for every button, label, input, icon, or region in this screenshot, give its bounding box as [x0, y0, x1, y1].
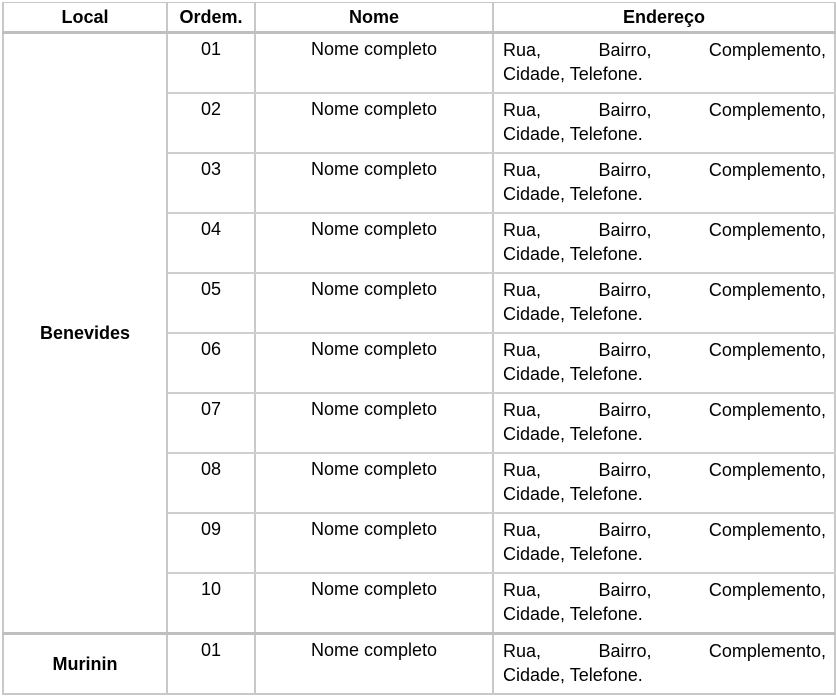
endereco-word: Complemento,: [708, 160, 826, 180]
nome-value: Nome completo: [310, 279, 438, 299]
endereco-value: [494, 214, 834, 266]
ordem-cell: [167, 333, 255, 393]
ordem-value: 06: [200, 339, 222, 359]
endereco-line1: [503, 98, 826, 122]
ordem-value: 10: [200, 579, 222, 599]
nome-value: Nome completo: [310, 579, 438, 599]
endereco-line2: Cidade, Telefone.: [503, 184, 643, 204]
local-cell: Murinin: [3, 634, 167, 695]
table-row: [3, 634, 835, 695]
ordem-cell: [167, 153, 255, 213]
endereco-word: Bairro,: [598, 460, 652, 480]
endereco-value: [494, 454, 834, 506]
endereco-line2: Cidade, Telefone.: [503, 124, 643, 144]
nome-cell: [255, 333, 493, 393]
endereco-line1: [503, 639, 826, 663]
header-ordem: Ordem.: [167, 3, 255, 33]
endereco-word: Complemento,: [708, 40, 826, 60]
endereco-word: Rua,: [503, 340, 542, 360]
endereco-word: Bairro,: [598, 280, 652, 300]
nome-cell: [255, 273, 493, 333]
nome-cell: [255, 153, 493, 213]
nome-value: Nome completo: [310, 339, 438, 359]
ordem-cell: [167, 213, 255, 273]
endereco-word: Rua,: [503, 641, 542, 661]
endereco-word: Complemento,: [708, 520, 826, 540]
endereco-line2: Cidade, Telefone.: [503, 544, 643, 564]
ordem-cell: [167, 453, 255, 513]
endereco-cell: [493, 93, 835, 153]
header-row: [3, 3, 835, 33]
endereco-line1: [503, 518, 826, 542]
nome-cell: [255, 213, 493, 273]
endereco-cell: [493, 153, 835, 213]
local-cell: Benevides: [3, 33, 167, 634]
endereco-value: [494, 34, 834, 86]
nome-value: Nome completo: [310, 99, 438, 119]
endereco-value: [494, 274, 834, 326]
endereco-line2: Cidade, Telefone.: [503, 665, 643, 685]
endereco-line1: [503, 218, 826, 242]
endereco-word: Bairro,: [598, 400, 652, 420]
nome-cell: [255, 513, 493, 573]
nome-value: Nome completo: [310, 399, 438, 419]
nome-cell: [255, 33, 493, 94]
endereco-line1: [503, 278, 826, 302]
endereco-cell: [493, 453, 835, 513]
ordem-value: 03: [200, 159, 222, 179]
nome-value: Nome completo: [310, 39, 438, 59]
endereco-line1: [503, 458, 826, 482]
endereco-cell: [493, 213, 835, 273]
endereco-word: Rua,: [503, 580, 542, 600]
header-local: Local: [3, 3, 167, 33]
ordem-value: 09: [200, 519, 222, 539]
nome-cell: [255, 573, 493, 634]
table-row: [3, 33, 835, 94]
nome-value: Nome completo: [310, 219, 438, 239]
endereco-word: Bairro,: [598, 100, 652, 120]
endereco-line1: [503, 338, 826, 362]
endereco-value: [494, 635, 834, 687]
endereco-word: Complemento,: [708, 400, 826, 420]
nome-value: Nome completo: [310, 519, 438, 539]
endereco-word: Rua,: [503, 100, 542, 120]
endereco-word: Bairro,: [598, 520, 652, 540]
nome-value: Nome completo: [310, 459, 438, 479]
endereco-cell: [493, 273, 835, 333]
endereco-line2: Cidade, Telefone.: [503, 244, 643, 264]
endereco-value: [494, 94, 834, 146]
endereco-word: Bairro,: [598, 340, 652, 360]
endereco-line1: [503, 398, 826, 422]
ordem-cell: [167, 93, 255, 153]
ordem-cell: [167, 33, 255, 94]
endereco-word: Rua,: [503, 460, 542, 480]
nome-cell: [255, 93, 493, 153]
ordem-cell: [167, 513, 255, 573]
endereco-cell: [493, 393, 835, 453]
endereco-word: Complemento,: [708, 641, 826, 661]
endereco-line2: Cidade, Telefone.: [503, 604, 643, 624]
endereco-value: [494, 394, 834, 446]
ordem-cell: [167, 573, 255, 634]
endereco-line2: Cidade, Telefone.: [503, 424, 643, 444]
endereco-line2: Cidade, Telefone.: [503, 304, 643, 324]
endereco-word: Rua,: [503, 40, 542, 60]
endereco-line2: Cidade, Telefone.: [503, 364, 643, 384]
endereco-value: [494, 154, 834, 206]
endereco-word: Bairro,: [598, 641, 652, 661]
endereco-cell: [493, 634, 835, 695]
endereco-word: Rua,: [503, 160, 542, 180]
ordem-value: 08: [200, 459, 222, 479]
endereco-line2: Cidade, Telefone.: [503, 64, 643, 84]
endereco-word: Complemento,: [708, 220, 826, 240]
address-table: [2, 2, 836, 695]
ordem-value: 04: [200, 219, 222, 239]
endereco-word: Bairro,: [598, 40, 652, 60]
endereco-cell: [493, 33, 835, 94]
endereco-word: Complemento,: [708, 460, 826, 480]
header-endereco: Endereço: [493, 3, 835, 33]
endereco-word: Rua,: [503, 520, 542, 540]
endereco-value: [494, 334, 834, 386]
endereco-word: Complemento,: [708, 100, 826, 120]
nome-cell: [255, 634, 493, 695]
ordem-value: 01: [200, 640, 222, 660]
header-nome: Nome: [255, 3, 493, 33]
endereco-line2: Cidade, Telefone.: [503, 484, 643, 504]
endereco-line1: [503, 578, 826, 602]
endereco-word: Bairro,: [598, 220, 652, 240]
endereco-line1: [503, 38, 826, 62]
ordem-cell: [167, 273, 255, 333]
nome-value: Nome completo: [310, 159, 438, 179]
endereco-word: Rua,: [503, 280, 542, 300]
nome-cell: [255, 393, 493, 453]
endereco-word: Rua,: [503, 220, 542, 240]
endereco-line1: [503, 158, 826, 182]
endereco-word: Bairro,: [598, 580, 652, 600]
ordem-value: 01: [200, 39, 222, 59]
endereco-cell: [493, 513, 835, 573]
endereco-word: Rua,: [503, 400, 542, 420]
ordem-cell: [167, 634, 255, 695]
endereco-cell: [493, 573, 835, 634]
nome-cell: [255, 453, 493, 513]
endereco-word: Bairro,: [598, 160, 652, 180]
ordem-value: 02: [200, 99, 222, 119]
endereco-value: [494, 514, 834, 566]
nome-value: Nome completo: [310, 640, 438, 660]
table-body: [3, 33, 835, 695]
endereco-cell: [493, 333, 835, 393]
endereco-word: Complemento,: [708, 340, 826, 360]
ordem-cell: [167, 393, 255, 453]
endereco-word: Complemento,: [708, 280, 826, 300]
endereco-value: [494, 574, 834, 626]
endereco-word: Complemento,: [708, 580, 826, 600]
ordem-value: 05: [200, 279, 222, 299]
ordem-value: 07: [200, 399, 222, 419]
